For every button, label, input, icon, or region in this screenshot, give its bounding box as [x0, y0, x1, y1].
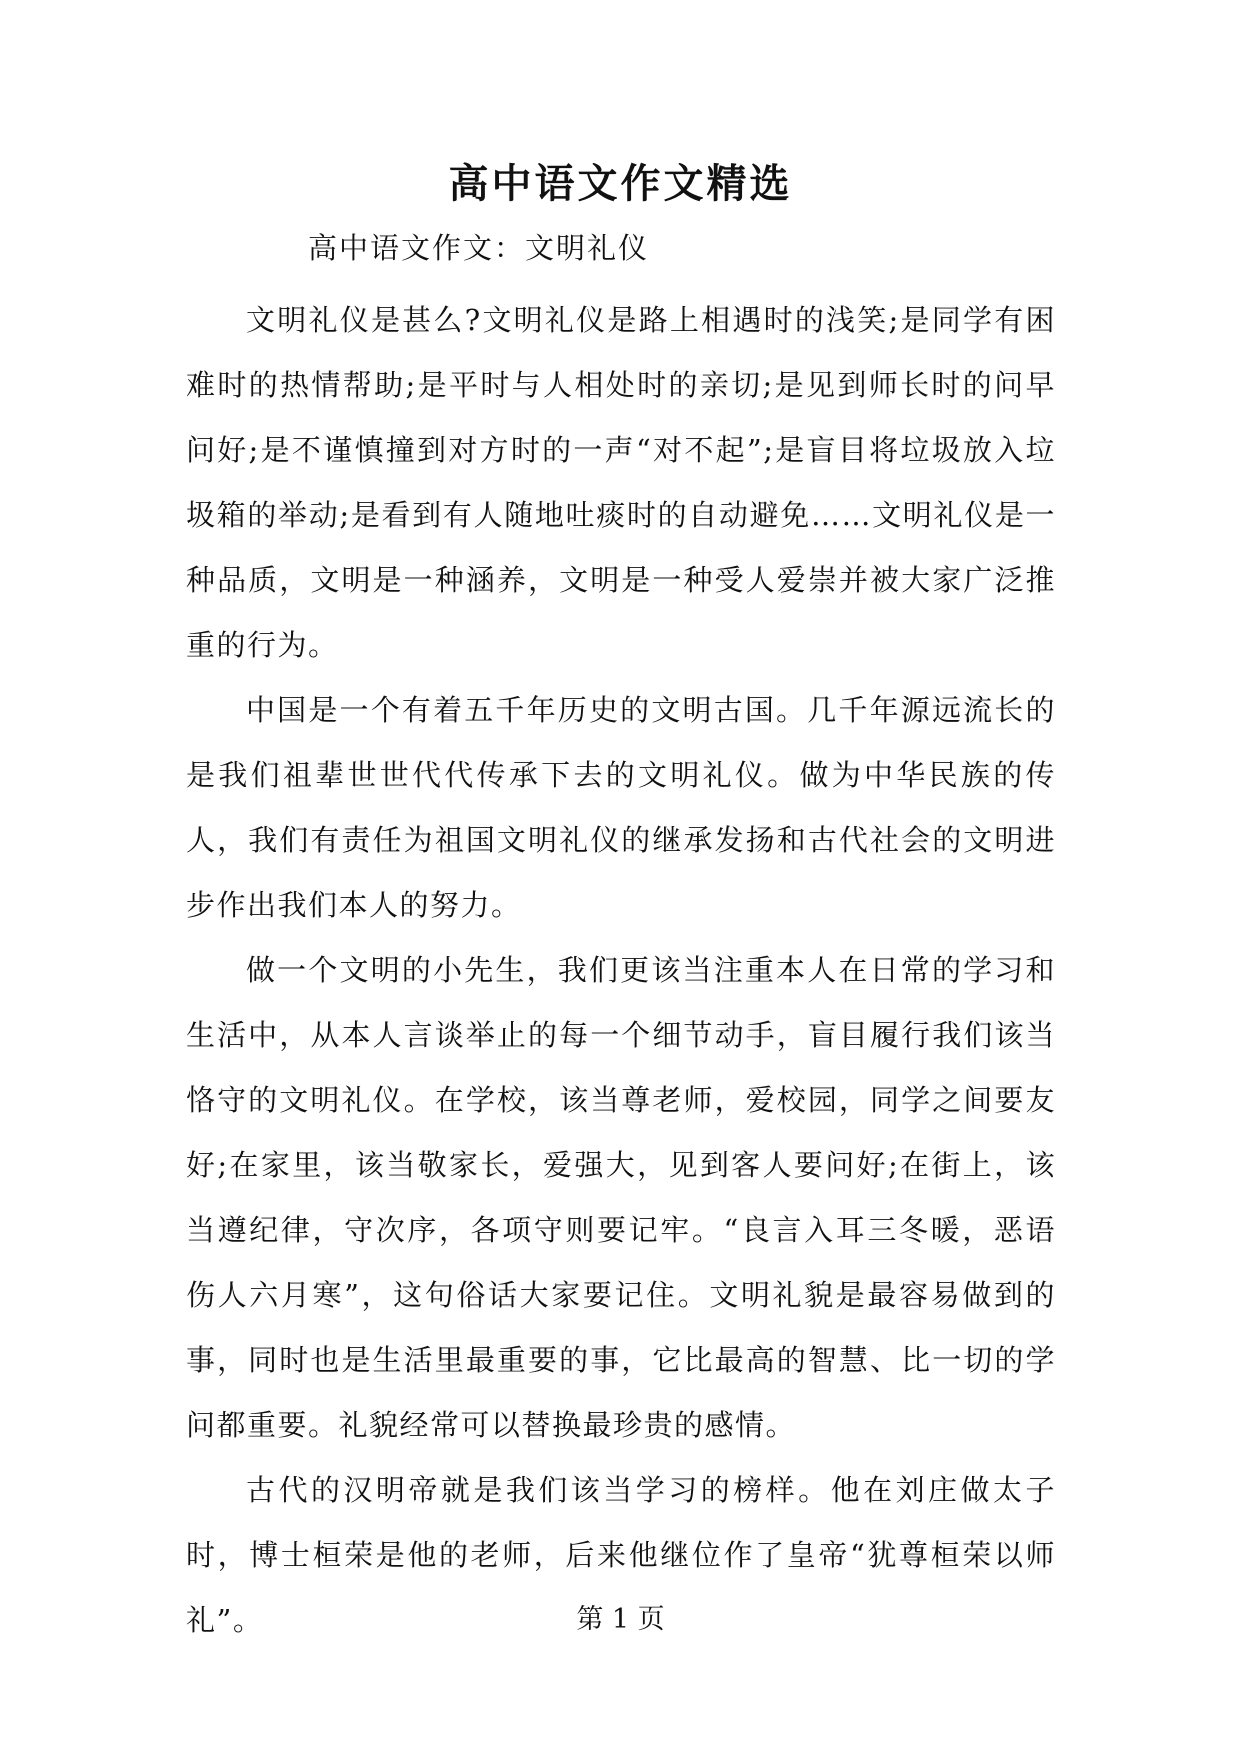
- paragraph: 文明礼仪是甚么?文明礼仪是路上相遇时的浅笑;是同学有困难时的热情帮助;是平时与人相处时的亲切;是见到师长时的问早问好;是不谨慎撞到对方时的一声“对不起”;是盲目将垃圾放入垃圾箱的举动;是看到有人随地吐痰时的自动避免……文明礼仪是一种品质，文明是一种涵养，文明是一种受人爱崇并被大家广泛推重的行为。: [186, 303, 1056, 662]
- essay-subtitle: 高中语文作文：文明礼仪: [308, 231, 650, 265]
- document-title: 高中语文作文精选: [448, 160, 793, 207]
- paragraph: 中国是一个有着五千年历史的文明古国。几千年源远流长的是我们祖辈世世代代传承下去的文明礼仪。做为中华民族的传人，我们有责任为祖国文明礼仪的继承发扬和古代社会的文明进步作出我们本人的努力。: [186, 693, 1056, 922]
- paragraph: 古代的汉明帝就是我们该当学习的榜样。他在刘庄做太子时，博士桓荣是他的老师，后来他继位作了皇帝“犹尊桓荣以师礼”。: [186, 1473, 1056, 1637]
- page-number: 第 1 页: [576, 1604, 665, 1635]
- paragraph: 做一个文明的小先生，我们更该当注重本人在日常的学习和生活中，从本人言谈举止的每一个细节动手，盲目履行我们该当恪守的文明礼仪。在学校，该当尊老师，爱校园，同学之间要友好;在家里，该当敬家长，爱强大，见到客人要问好;在街上，该当遵纪律，守次序，各项守则要记牢。“良言入耳三冬暖，恶语伤人六月寒”，这句俗话大家要记住。文明礼貌是最容易做到的事，同时也是生活里最重要的事，它比最高的智慧、比一切的学问都重要。礼貌经常可以替换最珍贵的感情。: [186, 953, 1056, 1442]
- essay-body: [186, 288, 1056, 1653]
